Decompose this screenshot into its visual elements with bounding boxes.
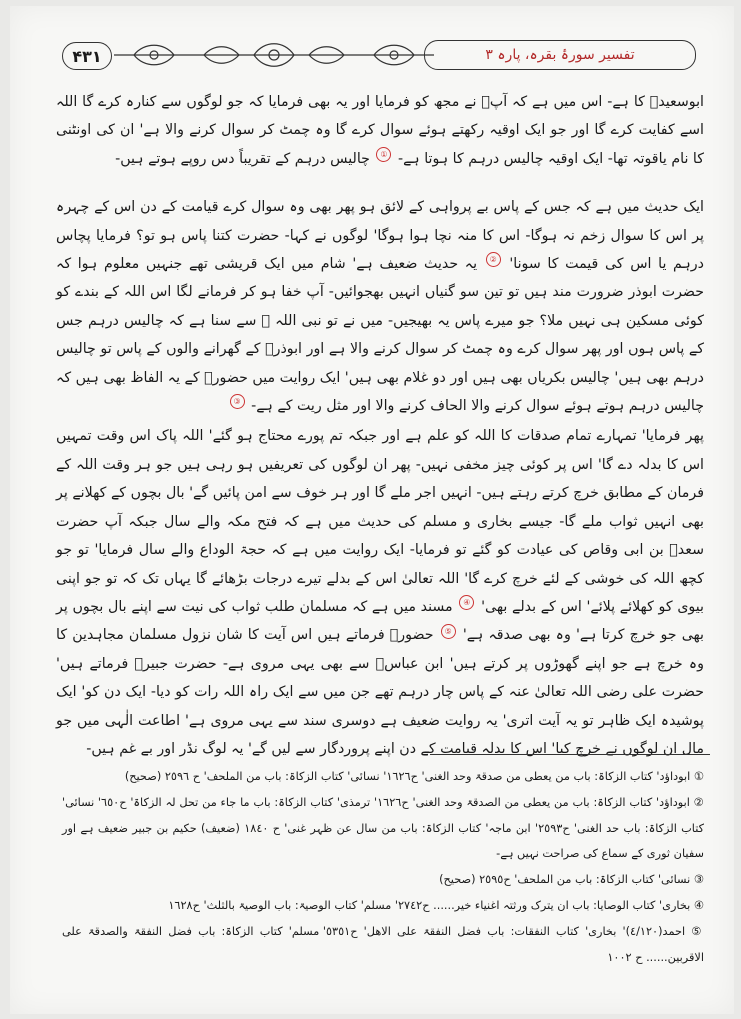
footnotes — [62, 764, 704, 970]
running-title: تفسیر سورۂ بقرہ، پارہ ۳ — [424, 40, 696, 70]
footnote: ② ابوداؤد' کتاب الزکاۃ: باب من یعطی من الصدقۃ وحد الغنی' ح١٦٢٦' ترمذی' کتاب الزکاۃ: باب ما جاء من تحل لہ الزکاۃ' ح٦٥٠' نسائی' کتاب الزکاۃ: باب حد الغنی' ح٢٥٩٣' ابن ماجہ' کتاب الزکاۃ: باب من سال عن ظہر غنی' ح ١٨٤٠ (ضعیف) حکیم بن جبیر ضعیف ہے اور سفیان ثوری کے سماع کی صراحت نہیں ہے- — [62, 795, 704, 861]
footnote-marker[interactable]: ⑤ — [441, 624, 456, 639]
footnote-marker[interactable]: ③ — [230, 394, 245, 409]
book-page — [10, 6, 734, 1014]
footnote-marker[interactable]: ② — [486, 252, 501, 267]
paragraph: ابوسعیدؓ کا ہے- اس میں ہے کہ آپؐ نے مجھ کو فرمایا اور یہ بھی فرمایا کہ جو لوگوں سے کنارہ کرے گا اللہ اسے کفایت کرے گا اور جو ایک اوقیہ رکھتے ہوئے سوال کرے گا وہ چمٹ کر سوال کرنے والا ہے' ان کی اونٹنی کا نام یاقوتہ تھا- ایک اوقیہ چالیس درہم کا ہوتا ہے- ① چالیس درہم کے تقریباً دس روپے ہوتے ہیں- — [56, 94, 704, 167]
footnote-marker[interactable]: ④ — [459, 595, 474, 610]
footnote: ④ بخاری' کتاب الوصایا: باب ان یترک ورثتہ اغنیاء خیر...... ح٢٧٤٢' مسلم' کتاب الوصیۃ: باب الوصیۃ بالثلث' ح١٦٢٨ — [168, 898, 704, 912]
main-text — [56, 88, 704, 765]
decorative-ornament-icon — [114, 38, 434, 72]
footnote-divider — [430, 754, 710, 755]
footnote: ① ابوداؤد' کتاب الزکاۃ: باب من یعطی من صدقۃ وحد الغنی' ح١٦٢٦' نسائی' کتاب الزکاۃ: باب من الملحف' ح ٢٥٩٦ (صحیح) — [124, 770, 704, 783]
footnote-marker[interactable]: ① — [376, 147, 391, 162]
footnote: ⑤ احمد(٤/١٢٠)' بخاری' کتاب النفقات: باب فضل النفقۃ علی الاھل' ح٥٣٥١' مسلم' کتاب الزکاۃ: باب فضل النفقۃ والصدقۃ علی الاقربین...... ح ١٠٠٢ — [62, 924, 704, 964]
paragraph: پھر فرمایا' تمہارے تمام صدقات کا اللہ کو علم ہے اور جبکہ تم پورے محتاج ہو گئے' اللہ پاک اس وقت تمہیں اس کا بدلہ دے گا' اس پر کوئی چیز مخفی نہیں- پھر ان لوگوں کی تعریفیں ہو رہی ہیں جو ہر وقت اللہ کے فرمان کے مطابق خرچ کرتے رہتے ہیں- انہیں اجر ملے گا اور ہر خوف سے امن پائیں گے' بال بچوں کے کھلانے پر بھی انہیں ثواب ملے گا- جیسے بخاری و مسلم کی حدیث میں ہے کہ فتح مکہ والے سال جبکہ آپ حضرت سعدؓ بن ابی وقاص کی عیادت کو گئے تو فرمایا- ایک روایت میں ہے کہ حجۃ الوداع والے سال فرمایا' تو جو کچھ اللہ کی خوشی کے لئے خرچ کرے گا' اللہ تعالیٰ اس کے بدلے تیرے درجات بڑھائے گا یہاں تک کہ تو جو اپنی بیوی کو کھلائے پلائے' اس کے بدلے بھی' ④ مسند میں ہے کہ مسلمان طلب ثواب کی نیت سے اپنے بال بچوں پر بھی جو خرچ کرتا ہے' وہ بھی صدقہ ہے' ⑤ حضورؐ فرماتے ہیں اس آیت کا شان نزول مسلمان مجاہدین کا وہ خرچ ہے جو اپنے گھوڑوں پر کرتے ہیں' ابن عباسؓ سے بھی یہی مروی ہے- حضرت جبیرؓ فرماتے ہیں' حضرت علی رضی اللہ تعالیٰ عنہ کے پاس چار درہم تھے جن میں سے ایک راہ اللہ رات کو دیا- ایک دن کو' ایک پوشیدہ ایک ظاہر تو یہ آیت اتری' یہ روایت ضعیف ہے دوسری سند سے یہی مروی ہے' اطاعت الٰہی میں جو مال ان لوگوں نے خرچ کیا' اس کا بدلہ قیامت کے دن اپنے پروردگار سے لیں گے' یہ لوگ نڈر اور بے غم ہیں- — [56, 428, 705, 757]
page-number: ۴۳۱ — [62, 42, 112, 70]
paragraph: ایک حدیث میں ہے کہ جس کے پاس بے پرواہی کے لائق ہو پھر بھی وہ سوال کرے قیامت کے دن اس کے چہرہ پر اس کا سوال زخم نہ ہوگا- اس کا منہ نچا ہوا ہوگا' لوگوں نے کہا- حضرت کتنا پاس ہو تو؟ فرمایا پچاس درہم یا اس کی قیمت کا سونا' ② یہ حدیث ضعیف ہے' شام میں ایک قریشی تھے جنہیں معلوم ہوا کہ حضرت ابوذر ضرورت مند ہیں تو تین سو گنیاں انہیں بھجوائیں- آپ خفا ہو کر فرمانے لگا اس اللہ کے بندے کو کوئی مسکین ہی نہیں ملا؟ جو میرے پاس یہ بھیجیں- میں نے تو نبی اللہ ﷺ سے سنا ہے کہ چالیس درہم جس کے پاس ہوں اور پھر سوال کرے وہ چمٹ کر سوال کرنے والا ہے اور ابوذرؓ کے گھرانے والوں کے پاس تو چالیس درہم بھی ہیں' چالیس بکریاں بھی ہیں اور دو غلام بھی ہیں' ایک روایت میں حضورؐ کے یہ الفاظ بھی ہیں کہ چالیس درہم ہوتے ہوئے سوال کرنے والا الحاف کرنے والا اور مثل ریت کے ہے- ③ — [56, 199, 704, 415]
footnote: ③ نسائی' کتاب الزکاۃ: باب من الملحف' ح٢٥٩٥ (صحیح) — [439, 873, 704, 887]
page-header — [50, 36, 700, 76]
